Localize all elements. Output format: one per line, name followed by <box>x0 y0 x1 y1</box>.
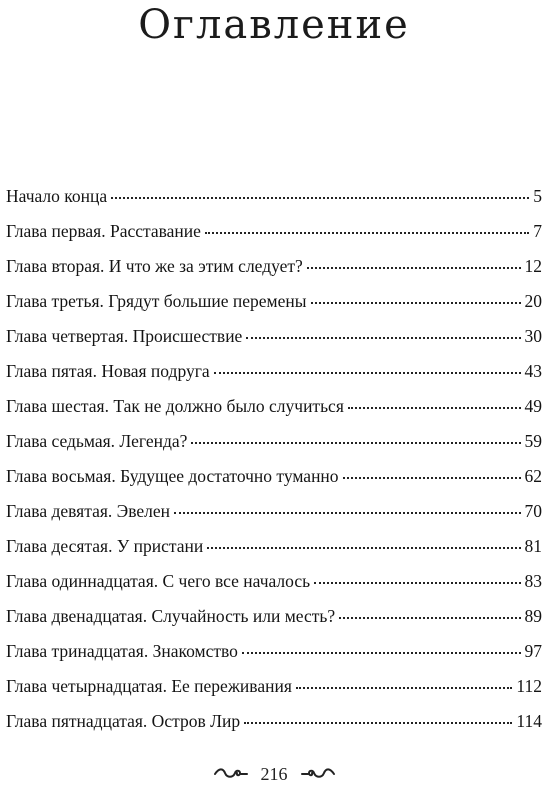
toc-entry-page: 70 <box>524 501 542 521</box>
dot-leader <box>174 511 520 514</box>
toc-entry <box>6 186 542 221</box>
toc-entry <box>6 711 542 746</box>
toc-entry <box>6 361 542 396</box>
toc-entry-title: Глава шестая. Так не должно было случиться <box>6 396 344 416</box>
dot-leader <box>314 581 520 584</box>
page-footer <box>0 762 548 786</box>
toc-entry-page: 49 <box>524 396 542 416</box>
page-number: 216 <box>260 763 288 784</box>
toc-entry <box>6 256 542 291</box>
toc-entry-page: 43 <box>524 361 542 381</box>
flourish-ornament-icon <box>300 767 336 781</box>
toc-entry-page: 83 <box>524 571 542 591</box>
toc-entry-title: Глава третья. Грядут большие перемены <box>6 291 307 311</box>
dot-leader <box>339 616 520 619</box>
dot-leader <box>207 546 520 549</box>
toc-entry-title: Глава тринадцатая. Знакомство <box>6 641 238 661</box>
flourish-ornament-icon <box>213 767 249 781</box>
dot-leader <box>348 406 521 409</box>
toc-entry-title: Начало конца <box>6 186 108 206</box>
dot-leader <box>307 266 521 269</box>
toc-entry-page: 5 <box>533 186 542 206</box>
toc-entry <box>6 501 542 536</box>
dot-leader <box>111 196 529 199</box>
toc-entry-title: Глава вторая. И что же за этим следует? <box>6 256 303 276</box>
dot-leader <box>242 651 521 654</box>
toc-entry-page: 12 <box>524 256 542 276</box>
toc-entry <box>6 326 542 361</box>
toc-entry-title: Глава восьмая. Будущее достаточно туманно <box>6 466 339 486</box>
toc-entry-title: Глава десятая. У пристани <box>6 536 204 556</box>
toc-entry <box>6 466 542 501</box>
toc-entry-page: 97 <box>524 641 542 661</box>
table-of-contents <box>6 186 542 746</box>
toc-entry-title: Глава четвертая. Происшествие <box>6 326 243 346</box>
toc-entry <box>6 571 542 606</box>
toc-entry-title: Глава первая. Расставание <box>6 221 201 241</box>
toc-entry-title: Глава пятая. Новая подруга <box>6 361 210 381</box>
toc-entry <box>6 641 542 676</box>
toc-entry <box>6 291 542 326</box>
dot-leader <box>205 231 529 234</box>
toc-entry-page: 112 <box>516 676 542 696</box>
toc-entry-page: 114 <box>516 711 542 731</box>
dot-leader <box>191 441 520 444</box>
toc-entry-title: Глава четырнадцатая. Ее переживания <box>6 676 292 696</box>
toc-entry-page: 59 <box>524 431 542 451</box>
dot-leader <box>311 301 521 304</box>
toc-entry-title: Глава одиннадцатая. С чего все началось <box>6 571 311 591</box>
dot-leader <box>214 371 521 374</box>
toc-entry <box>6 221 542 256</box>
toc-entry-page: 81 <box>524 536 542 556</box>
toc-entry <box>6 606 542 641</box>
page-title: Оглавление <box>138 2 410 48</box>
dot-leader <box>244 721 512 724</box>
toc-entry-title: Глава седьмая. Легенда? <box>6 431 188 451</box>
toc-entry <box>6 396 542 431</box>
toc-entry-page: 20 <box>524 291 542 311</box>
toc-entry-title: Глава девятая. Эвелен <box>6 501 171 521</box>
dot-leader <box>296 686 513 689</box>
toc-entry-page: 7 <box>533 221 542 241</box>
dot-leader <box>343 476 521 479</box>
toc-entry-title: Глава пятнадцатая. Остров Лир <box>6 711 241 731</box>
dot-leader <box>246 336 520 339</box>
toc-entry-page: 89 <box>524 606 542 626</box>
toc-entry <box>6 536 542 571</box>
toc-entry-title: Глава двенадцатая. Случайность или месть? <box>6 606 336 626</box>
toc-entry <box>6 431 542 466</box>
toc-entry-page: 30 <box>524 326 542 346</box>
toc-entry <box>6 676 542 711</box>
toc-entry-page: 62 <box>524 466 542 486</box>
